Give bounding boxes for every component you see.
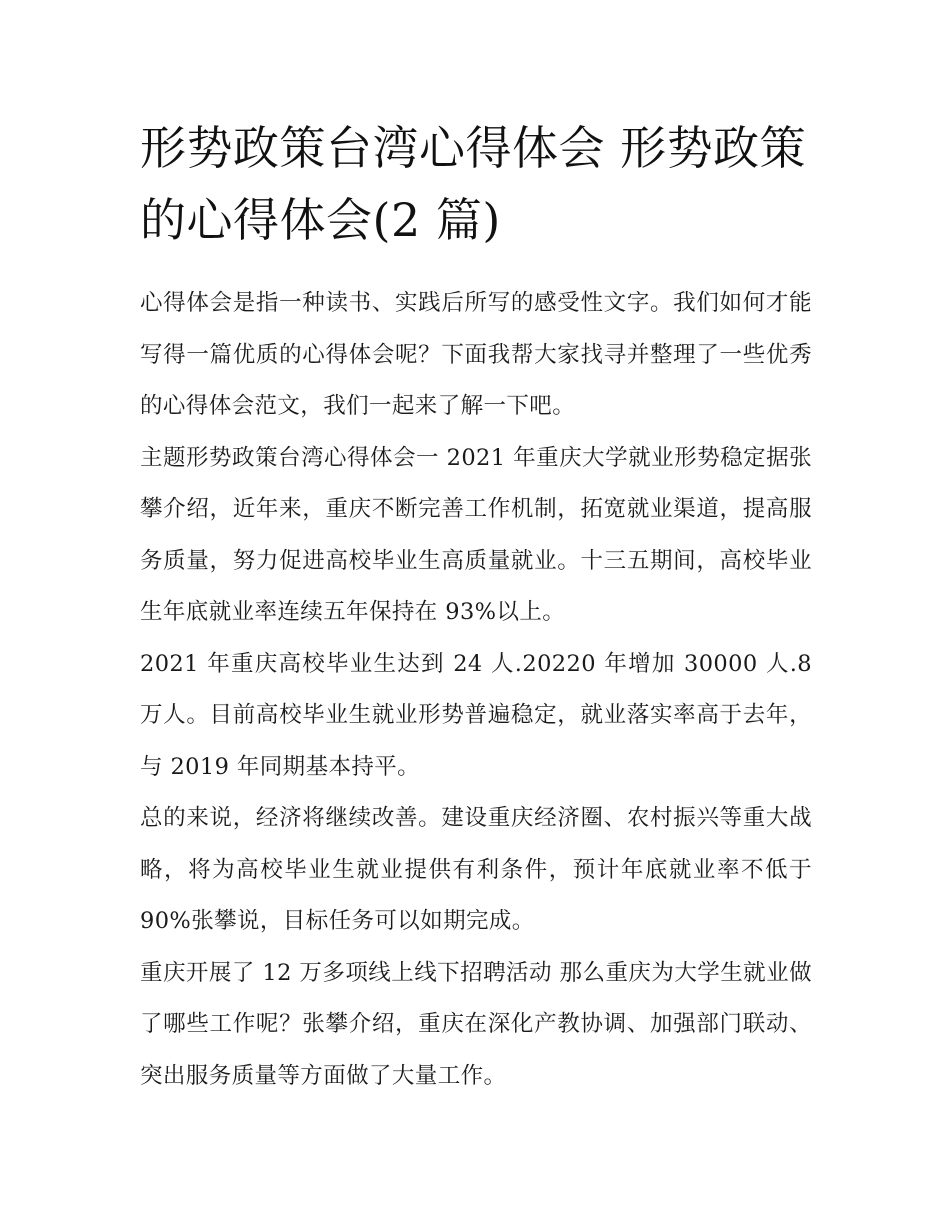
paragraph-graduates-2021: 2021 年重庆高校毕业生达到 24 人.20220 年增加 30000 人.8 万人。目前高校毕业生就业形势普遍稳定，就业落实率高于去年，与 2019 年同期基本持平。 <box>140 650 812 780</box>
paragraph-topic-one: 主题形势政策台湾心得体会一 2021 年重庆大学就业形势稳定据张攀介绍，近年来，重庆不断完善工作机制，拓宽就业渠道，提高服务质量，努力促进高校毕业生高质量就业。十三五期间，高校毕业生年底就业率连续五年保持在 93%以上。 <box>140 444 812 625</box>
document-title: 形势政策台湾心得体会 形势政策的心得体会(2 篇) <box>140 121 807 247</box>
document-body <box>140 112 812 1102</box>
paragraph-economy-outlook: 总的来说，经济将继续改善。建设重庆经济圈、农村振兴等重大战略，将为高校毕业生就业提供有利条件，预计年底就业率不低于 90%张攀说，目标任务可以如期完成。 <box>140 805 812 934</box>
paragraph-intro: 心得体会是指一种读书、实践后所写的感受性文字。我们如何才能写得一篇优质的心得体会呢？下面我帮大家找寻并整理了一些优秀的心得体会范文，我们一起来了解一下吧。 <box>140 290 812 419</box>
paragraph-recruitment: 重庆开展了 12 万多项线上线下招聘活动 那么重庆为大学生就业做了哪些工作呢？张攀介绍，重庆在深化产教协调、加强部门联动、突出服务质量等方面做了大量工作。 <box>140 959 812 1089</box>
